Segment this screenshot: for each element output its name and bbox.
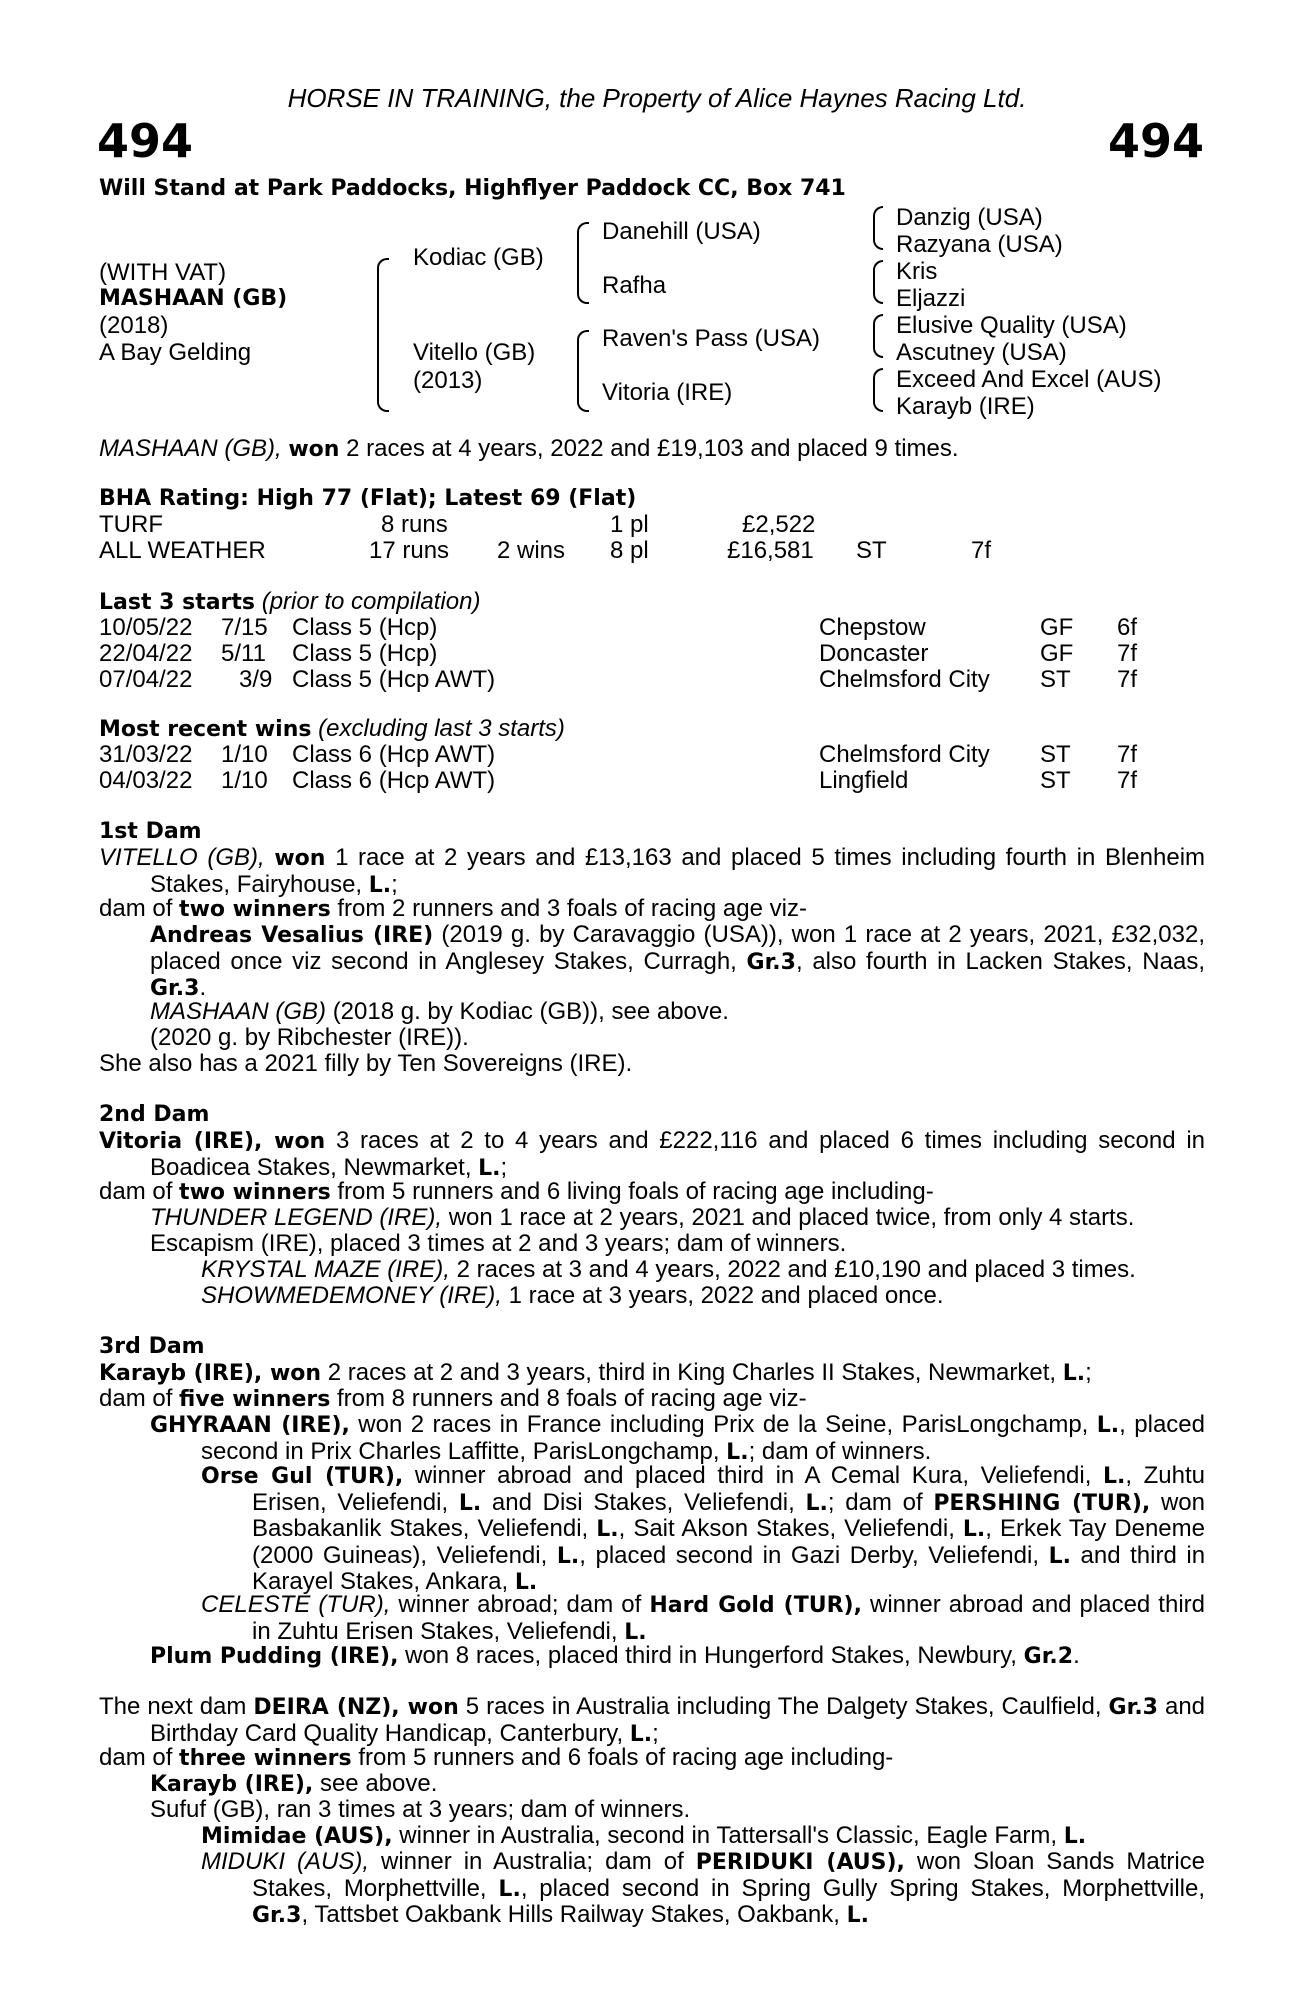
dam3-produce-ghyraan: GHYRAAN (IRE), won 2 races in France including Prix de la Seine, ParisLongchamp, L., placed second in Prix Charles Laffitte, ParisLongchamp, L.; dam of winners. bbox=[150, 1411, 1205, 1465]
pedigree-brace-dd bbox=[873, 368, 883, 412]
bha-rating-heading: BHA Rating: High 77 (Flat); Latest 69 (Flat) bbox=[99, 486, 637, 511]
dam3-produce-summary: dam of five winners from 8 runners and 8 foals of racing age viz- bbox=[99, 1385, 807, 1412]
pedigree-dsd: Ascutney (USA) bbox=[896, 339, 1067, 366]
race-summary: MASHAAN (GB), won 2 races at 4 years, 2022 and £19,103 and placed 9 times. bbox=[99, 435, 959, 462]
dam2-grandproduce-krystal: KRYSTAL MAZE (IRE), 2 races at 3 and 4 years, 2022 and £10,190 and placed 3 times. bbox=[201, 1256, 1136, 1283]
dam2-record: Vitoria (IRE), won 3 races at 2 to 4 years and £222,116 and placed 6 times including second in Boadicea Stakes, Newmarket, L.; bbox=[99, 1127, 1205, 1181]
pedigree-dam: Vitello (GB) bbox=[413, 339, 536, 366]
horse-description: A Bay Gelding bbox=[99, 339, 252, 366]
next-dam-grandproduce-mimidae: Mimidae (AUS), winner in Australia, second in Tattersall's Classic, Eagle Farm, L. bbox=[201, 1822, 1087, 1849]
dam3-heading: 3rd Dam bbox=[99, 1334, 205, 1359]
pedigree-sire: Kodiac (GB) bbox=[413, 244, 544, 271]
dam1-produce-mashaan: MASHAAN (GB) (2018 g. by Kodiac (GB)), see above. bbox=[150, 998, 729, 1025]
pedigree-dss: Elusive Quality (USA) bbox=[896, 312, 1127, 339]
next-dam-produce-summary: dam of three winners from 5 runners and 6 foals of racing age including- bbox=[99, 1744, 894, 1771]
dam2-produce-thunder: THUNDER LEGEND (IRE), won 1 race at 2 years, 2021 and placed twice, from only 4 starts. bbox=[150, 1204, 1135, 1231]
pedigree-sds: Kris bbox=[896, 258, 938, 285]
next-dam-produce-karayb: Karayb (IRE), see above. bbox=[150, 1770, 438, 1797]
pedigree-brace-dam bbox=[577, 330, 589, 412]
lot-number-right: 494 bbox=[1107, 114, 1204, 168]
pedigree-dam-year: (2013) bbox=[413, 367, 483, 394]
recent-wins-heading: Most recent wins (excluding last 3 starts) bbox=[99, 715, 565, 742]
pedigree-brace-sd bbox=[873, 260, 883, 304]
next-dam-grandproduce-miduki: MIDUKI (AUS), winner in Australia; dam of PERIDUKI (AUS), won Sloan Sands Matrice Stakes, Morphettville, L., placed second in Spring Gully Spring Stakes, Morphettville, Gr.3, Tattsbet Oakbank Hills Railway Stakes, Oakbank, L. bbox=[201, 1848, 1206, 1928]
pedigree-ssd: Razyana (USA) bbox=[896, 231, 1063, 258]
pedigree-brace-ss bbox=[873, 206, 883, 250]
horse-name: MASHAAN (GB) bbox=[99, 286, 288, 311]
stand-location: Will Stand at Park Paddocks, Highflyer Paddock CC, Box 741 bbox=[99, 176, 846, 201]
pedigree-sdd: Eljazzi bbox=[896, 285, 966, 312]
pedigree-dds: Exceed And Excel (AUS) bbox=[896, 366, 1162, 393]
pedigree-brace-sire bbox=[577, 222, 589, 304]
pedigree-dam-dam: Vitoria (IRE) bbox=[602, 379, 733, 406]
dam2-heading: 2nd Dam bbox=[99, 1102, 210, 1127]
pedigree-brace-main bbox=[377, 258, 389, 412]
dam2-grandproduce-showmedemoney: SHOWMEDEMONEY (IRE), 1 race at 3 years, 2022 and placed once. bbox=[201, 1282, 944, 1309]
pedigree-dam-sire: Raven's Pass (USA) bbox=[602, 325, 820, 352]
dam1-produce-andreas: Andreas Vesalius (IRE) (2019 g. by Caravaggio (USA)), won 1 race at 2 years, 2021, £32,032, placed once viz second in Anglesey Stakes, Curragh, Gr.3, also fourth in Lacken Stakes, Naas, Gr.3. bbox=[150, 921, 1205, 1001]
dam1-produce-summary: dam of two winners from 2 runners and 3 foals of racing age viz- bbox=[99, 895, 807, 922]
horse-year: (2018) bbox=[99, 312, 169, 339]
dam3-grandproduce-celeste: CELESTE (TUR), winner abroad; dam of Hard Gold (TUR), winner abroad and placed third in Zuhtu Erisen Stakes, Veliefendi, L. bbox=[201, 1591, 1205, 1645]
dam3-record: Karayb (IRE), won 2 races at 2 and 3 years, third in King Charles II Stakes, Newmarket, L.; bbox=[99, 1359, 1092, 1386]
dam2-produce-escapism: Escapism (IRE), placed 3 times at 2 and 3 years; dam of winners. bbox=[150, 1230, 847, 1257]
lot-number-left: 494 bbox=[97, 114, 194, 168]
dam1-note: She also has a 2021 filly by Ten Sovereigns (IRE). bbox=[99, 1050, 633, 1077]
dam2-produce-summary: dam of two winners from 5 runners and 6 living foals of racing age including- bbox=[99, 1178, 934, 1205]
next-dam-produce-sufuf: Sufuf (GB), ran 3 times at 3 years; dam of winners. bbox=[150, 1796, 691, 1823]
dam3-produce-plum-pudding: Plum Pudding (IRE), won 8 races, placed third in Hungerford Stakes, Newbury, Gr.2. bbox=[150, 1642, 1080, 1669]
next-dam-record: The next dam DEIRA (NZ), won 5 races in Australia including The Dalgety Stakes, Caulfield, Gr.3 and Birthday Card Quality Handicap, Canterbury, L.; bbox=[99, 1693, 1206, 1747]
last3-heading: Last 3 starts (prior to compilation) bbox=[99, 588, 481, 615]
dam1-record: VITELLO (GB), won 1 race at 2 years and £13,163 and placed 5 times including fourth in Blenheim Stakes, Fairyhouse, L.; bbox=[99, 844, 1206, 898]
pedigree-sire-dam: Rafha bbox=[602, 272, 667, 299]
pedigree-ddd: Karayb (IRE) bbox=[896, 393, 1035, 420]
pedigree-brace-ds bbox=[873, 314, 883, 358]
pedigree-sire-sire: Danehill (USA) bbox=[602, 218, 761, 245]
page-header-title: HORSE IN TRAINING, the Property of Alice Haynes Racing Ltd. bbox=[287, 83, 1027, 113]
dam1-produce-2020: (2020 g. by Ribchester (IRE)). bbox=[150, 1024, 469, 1051]
dam3-grandproduce-orse-gul: Orse Gul (TUR), winner abroad and placed third in A Cemal Kura, Veliefendi, L., Zuhtu Erisen, Veliefendi, L. and Disi Stakes, Veliefendi, L.; dam of PERSHING (TUR), won Basbakanlik Stakes, Veliefendi, L., Sait Akson Stakes, Veliefendi, L., Erkek Tay Deneme (2000 Guineas), Veliefendi, L., placed second in Gazi Derby, Veliefendi, L. and third in Karayel Stakes, Ankara, L. bbox=[201, 1462, 1206, 1595]
dam1-heading: 1st Dam bbox=[99, 819, 202, 844]
vat-note: (WITH VAT) bbox=[99, 259, 227, 286]
pedigree-sss: Danzig (USA) bbox=[896, 204, 1043, 231]
